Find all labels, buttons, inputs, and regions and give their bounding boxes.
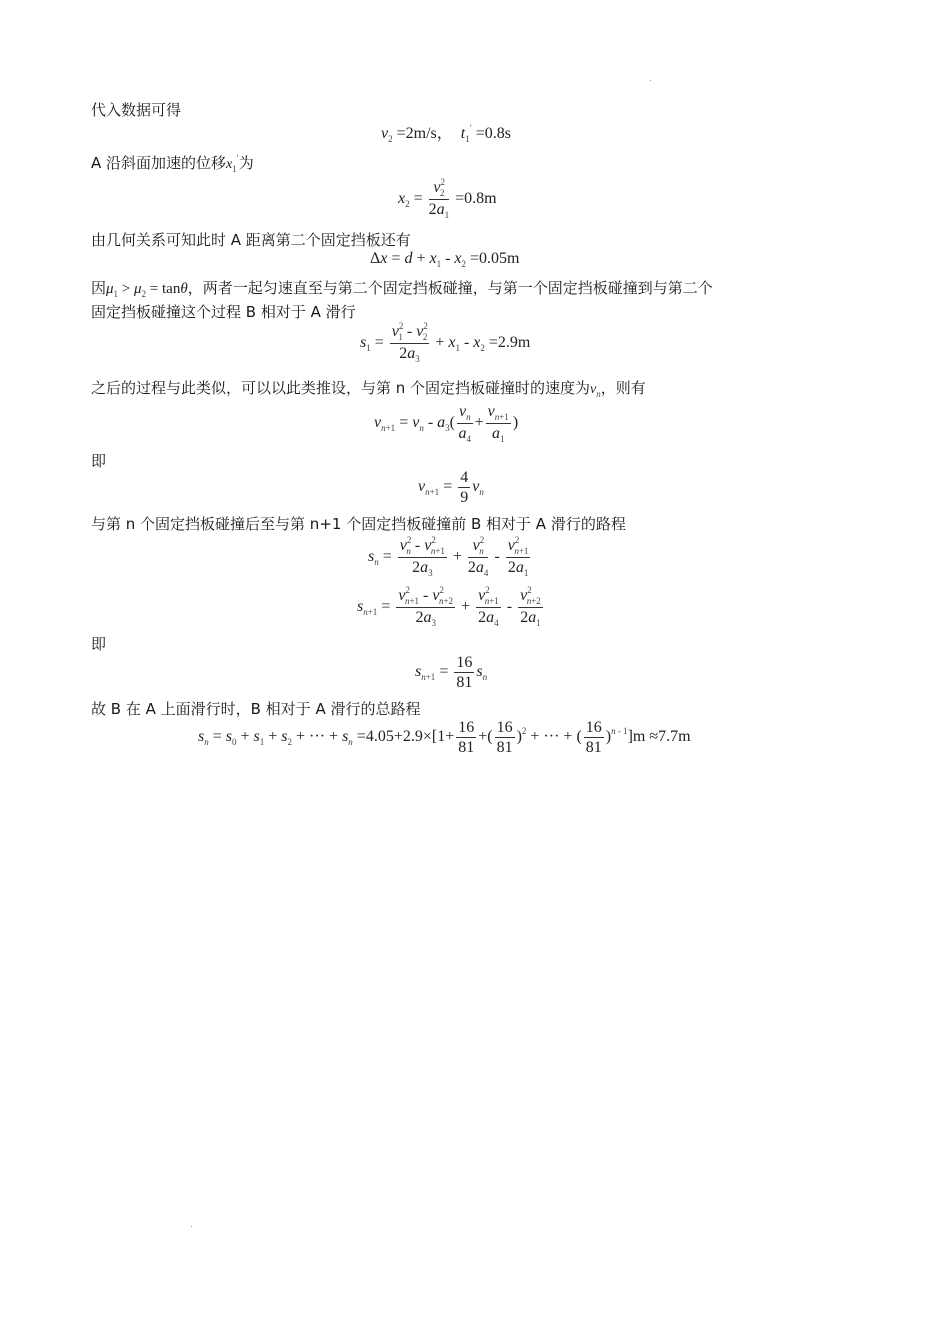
eq-t1-value: =0.8s <box>475 125 511 142</box>
fraction-total-2: $\frac{16}{81}$ <box>496 719 513 756</box>
text-line-analogy <box>91 377 646 401</box>
text-line-ie-1: 即 <box>91 452 107 470</box>
text-because-b: ，两者一起匀速直至与第二个固定挡板碰撞，与第一个固定挡板碰撞到与第二个 <box>187 279 713 297</box>
inline-x1-prime: $x_1'$ <box>226 153 239 174</box>
fraction-vn1-a1: $\frac{v_{n+1}}{a_1}$ <box>487 403 509 444</box>
fraction-total-3: $\frac{16}{81}$ <box>585 719 602 756</box>
eq-s1-value: =2.9m <box>488 334 531 352</box>
frac-4-9-den: 9 <box>460 489 469 506</box>
fraction-sn-1: $\frac{v^2_n - v^2_{n+1}}{2a_3}$ <box>399 535 445 578</box>
fraction-sn1-3: $\frac{v^2_{n+2}}{2a_1}$ <box>520 585 541 628</box>
text-displacement-a: A 沿斜面加速的位移 <box>91 154 227 172</box>
fraction-16-81 <box>454 653 474 692</box>
fraction-vn-a4: $\frac{v_n}{a_4}$ <box>458 403 472 444</box>
corner-mark-bottom <box>191 1226 192 1227</box>
text-displacement-b: 为 <box>238 154 254 172</box>
text-because-a: 因 <box>91 279 107 297</box>
eq-total-b: ]m ≈7.7m <box>627 728 691 746</box>
fraction-v2sq-2a1: $\frac{v^2_2}{2a_1}$ <box>428 177 450 220</box>
text-analogy-a: 之后的过程与此类似，可以以此类推设，与第 n 个固定挡板碰撞时的速度为 <box>91 379 591 397</box>
corner-mark-top <box>650 80 651 81</box>
fraction-s1: $\frac{v^2_1 - v^2_2}{2a_3}$ <box>391 321 428 364</box>
frac-4-9-num: 4 <box>460 469 469 486</box>
equation-sn: $s_n$ = $\frac{v^2_n - v^2_{n+1}}{2a_3}$ + $\frac{v^2_n}{2a_4}$ - $\frac{v^2_{n+1}}{2a_1}$ <box>368 535 529 578</box>
fraction-total-1: $\frac{16}{81}$ <box>458 719 475 756</box>
eq-total-a: =4.05+2.9×[1+ <box>356 728 455 746</box>
text-line-substitute: 代入数据可得 <box>91 101 182 119</box>
text-line-ie-2: 即 <box>91 635 107 653</box>
equation-delta-x: $\Delta x = d + x_1 - x_2 =0.05m$ <box>370 250 520 269</box>
inline-mu-condition: $\mu_1 > \mu_2 = \tan\theta$ <box>106 281 188 299</box>
text-line-nth-path: 与第 n 个固定挡板碰撞后至与第 n+1 个固定挡板碰撞前 B 相对于 A 滑行的路程 <box>91 515 626 533</box>
blank-page-area <box>90 780 860 1300</box>
text-line-slide-process: 固定挡板碰撞这个过程 B 相对于 A 滑行 <box>91 303 356 321</box>
inline-vn: $v_n$ <box>590 382 601 399</box>
equation-vn-recursion: $v_{n+1} = v_n - a_3$( $\frac{v_n}{a_4}$ + $\frac{v_{n+1}}{a_1}$ ) <box>374 403 519 444</box>
equation-vn-ratio: $v_{n+1}$ = $\frac{4}{9}$ $v_n$ <box>418 469 484 506</box>
fraction-4-9 <box>458 468 470 507</box>
text-line-because <box>91 277 713 301</box>
text-line-total-path: 故 B 在 A 上面滑行时，B 相对于 A 滑行的总路程 <box>91 700 421 718</box>
text-line-displacement <box>91 152 254 176</box>
equation-sn-ratio: $s_{n+1}$ = $\frac{16}{81}$ $s_n$ <box>415 654 488 691</box>
text-line-geometry: 由几何关系可知此时 A 距离第二个固定挡板还有 <box>91 231 411 249</box>
frac-16-81-num: 16 <box>456 654 473 671</box>
equation-s1: $s_1$ = $\frac{v^2_1 - v^2_2}{2a_3}$ + $x_1 - x_2 =2.9m$ <box>360 321 531 364</box>
fraction-sn1-2: $\frac{v^2_{n+1}}{2a_4}$ <box>478 585 499 628</box>
equation-sn1: $s_{n+1}$ = $\frac{v^2_{n+1} - v^2_{n+2}}{2a_3}$ + $\frac{v^2_{n+1}}{2a_4}$ - $\frac{v^2_{n+2}}{2a_1}$ <box>357 585 541 628</box>
equation-x2: $x_2$ = $\frac{v^2_2}{2a_1}$ =0.8m <box>398 177 497 220</box>
fraction-sn1-1: $\frac{v^2_{n+1} - v^2_{n+2}}{2a_3}$ <box>398 585 454 628</box>
eq-dx-value: =0.05m <box>470 250 520 267</box>
fraction-sn-3: $\frac{v^2_{n+1}}{2a_1}$ <box>507 535 529 578</box>
equation-total-path: $s_n = s_0 + s_1 + s_2$ + ··· + $s_n =4.05+2.9\times[1+$ $\frac{16}{81}$ +( $\frac{16}{81}$ )$^2$ + ··· + ( $\frac{16}{81}$ )$^{n - 1}$]m ≈7.7m <box>198 719 691 756</box>
frac-16-81-den: 81 <box>456 674 473 691</box>
eq-x2-value: =0.8m <box>455 190 497 208</box>
eq-v2-value: =2m/s， <box>396 125 453 142</box>
text-analogy-b: ，则有 <box>600 379 646 397</box>
fraction-sn-2: $\frac{v^2_n}{2a_4}$ <box>467 535 489 578</box>
equation-v2-t1: $v_2 =2m/s$， $t_1' =0.8s$ <box>381 123 511 144</box>
